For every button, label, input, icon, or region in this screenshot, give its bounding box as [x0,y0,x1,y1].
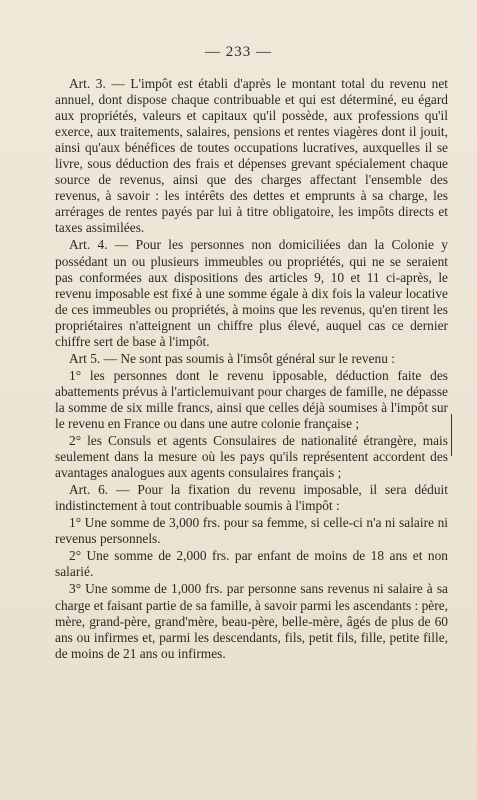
margin-mark [451,414,454,456]
article-3-paragraph: Art. 3. — L'impôt est établi d'après le montant total du revenu net annuel, dont dispose chaque contribuable et qui est déterminé, eu égard aux propriétés, valeurs et capitaux qu'il possède, aux professions qu'il exerce, aux traitements, salaires, pensions et rentes viagères dont il jouit, ainsi qu'aux bénéfices de toutes occupations lucratives, auxquelles il se livre, sous déduction des frais et dépenses grevant spécialement chaque source de revenus, ainsi que des charges affectant l'ensemble des revenus, à savoir : les intérêts des dettes et emprunts à sa charge, les arrérages de rentes payés par lui à titre obligatoire, les impôts directs et taxes assimilées. [55,76,448,236]
article-5-heading: Art 5. — Ne sont pas soumis à l'imsôt général sur le revenu : [69,350,395,366]
article-5-item-1: 1° les personnes dont le revenu ipposable, déduction faite des abattements prévus à l'articlemuivant pour charges de famille, ne dépasse la somme de six mille francs, ainsi que celles déjà soumises à l'impôt sur le revenu en France ou dans une autre colonie française ; [55,367,448,431]
article-6-item-2: 2° Une somme de 2,000 frs. par enfant de moins de 18 ans et non salarié. [55,548,448,580]
body-text [55,76,448,663]
article-6-paragraph: Art. 6. — Pour la fixation du revenu imposable, il sera déduit indistinctement à tout contribuable soumis à l'impôt : [55,482,448,514]
article-6-item-3: 3° Une somme de 1,000 frs. par personne sans revenus ni salaire à sa charge et faisant partie de sa famille, à savoir parmi les ascendants : père, mère, grand-père, grand'mère, beau-père, belle-mère, âgés de plus de 60 ans ou infirmes et, parmi les descendants, fils, petit fils, fille, petite fille, de moins de 21 ans ou infirmes. [55,581,448,661]
article-5-item-2: 2° les Consuls et agents Consulaires de nationalité étrangère, mais seulement dans la mesure où les pays qu'ils représentent accordent des avantages analogues aux agents consulaires français ; [55,433,448,481]
article-4-paragraph: Art. 4. — Pour les personnes non domiciliées dan la Colonie y possédant un ou plusieurs immeubles ou propriétés, qui ne se seraient pas conformées aux dispositions des articles 9, 10 et 11 ci-après, le revenu imposable est fixé à une somme égale à dix fois la valeur locative de ces immeubles ou propriétés, à moins que les revenus, qu'en tirent les propriétaires n'atteignent un chiffre plus élevé, auquel cas ce dernier chiffre sert de base à l'impôt. [55,237,448,349]
page-number: — 233 — [205,44,272,60]
article-6-item-1: 1° Une somme de 3,000 frs. pour sa femme, si celle-ci n'a ni salaire ni revenus personnels. [55,515,448,547]
